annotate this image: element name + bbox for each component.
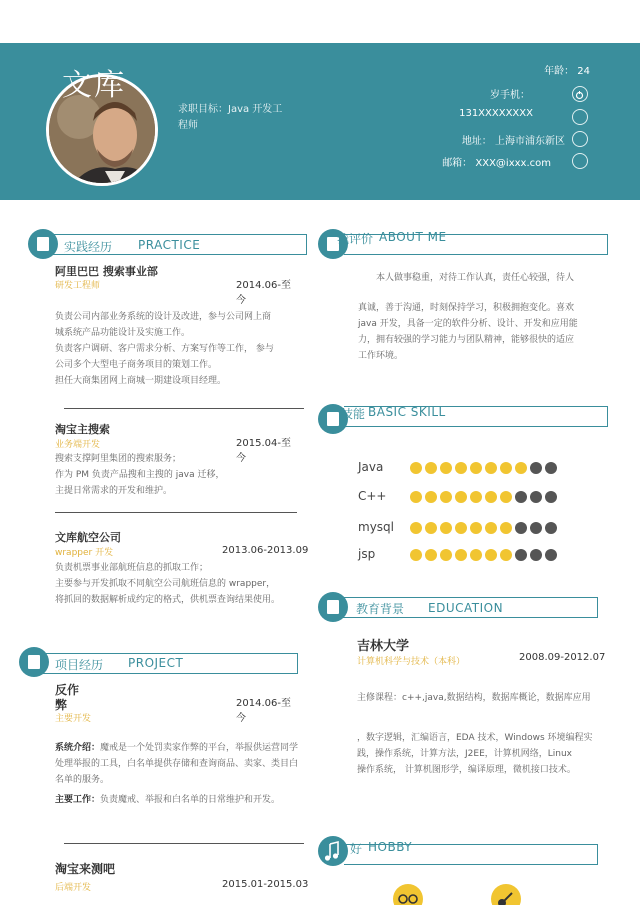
project-2-date: 2015.01-2015.03 [222,879,309,890]
job-objective: 求职目标：Java 开发工程师 [178,104,283,131]
about-line: java 开发，具备一定的软件分析、设计、开发和应用能 [358,319,578,329]
phone-icon [572,86,588,102]
rating-dot-empty [530,522,542,534]
email-field: 邮箱： XXX@ixxx.com [442,158,551,169]
rating-dot-filled [440,549,452,561]
rating-dot-empty [515,549,527,561]
phone-label: 岁手机： [490,90,530,101]
rating-dot-filled [425,491,437,503]
project-1-description [55,740,300,808]
rating-dot-empty [530,462,542,474]
practice-1-company: 阿里巴巴 搜索事业部 [55,265,158,278]
phone-field: 131XXXXXXXX [459,108,533,119]
rating-dot-filled [500,462,512,474]
intro-text: 魔戒是一个处罚卖家作弊的平台，举报供运营同学处理举报的工具，白名单提供存储和查询商品、卖家、类目白名单的服务。 [55,743,299,785]
practice-2-description [55,451,230,499]
project-icon [19,647,49,677]
rating-dot-empty [530,491,542,503]
practice-2-date: 2015.04-至今 [236,438,291,464]
age-field: 年龄： 24 [544,66,590,77]
about-title-en: ABOUT ME [379,230,447,244]
skill-title-en: BASIC SKILL [368,405,446,419]
rating-dot-filled [470,549,482,561]
rating-dot-filled [485,549,497,561]
practice-2-role: 业务端开发 [55,440,101,450]
practice-title-cn: 实践经历 [64,240,113,254]
rating-dot-filled [425,549,437,561]
rating-dot-filled [470,522,482,534]
work-text: 负责魔戒、举报和白名单的日常维护和开发。 [100,795,281,805]
rating-dot-filled [425,462,437,474]
rating-dot-empty [545,462,557,474]
work-label: 主要工作： [55,795,101,805]
desc-line: 负责机票事业部航班信息的抓取工作； [55,563,209,573]
practice-3-role: wrapper 开发 [55,548,114,558]
divider [55,512,297,513]
divider [64,843,304,844]
rating-dot-filled [485,462,497,474]
desc-line: 主提日常需求的开发和维护。 [55,486,173,496]
about-title-cn: 我评价 [337,232,374,246]
rating-dot-empty [545,491,557,503]
education-title-cn: 教育背景 [356,602,405,616]
rating-dot-filled [440,491,452,503]
desc-line: 公司多个大型电子商务项目的策划工作。 [55,360,218,370]
rating-dot-filled [470,462,482,474]
practice-icon [28,229,58,259]
intro-label: 系统介绍： [55,743,101,753]
course-line: 主修课程：c++,java,数据结构，数据库概论，数据库应用 [357,693,591,703]
course-line: 践，操作系统，计算方法，J2EE，计算机网络，Linux [357,749,573,759]
hobby-title-en: HOBBY [368,840,413,854]
education-courses [357,690,612,778]
desc-line: 城系统产品功能设计及实施工作。 [55,328,191,338]
project-1-date: 2014.06-至今 [236,698,291,724]
mail-icon [572,153,588,169]
skill-jsp-label: jsp [358,547,376,561]
rating-dot-filled [485,522,497,534]
rating-dot-filled [425,522,437,534]
project-1-role: 主要开发 [55,714,92,724]
about-line: 真诚，善于沟通，时刻保持学习，积极拥抱变化。喜欢 [358,303,575,313]
skill-jsp-rating [410,549,557,561]
rating-dot-filled [440,462,452,474]
skill-java-rating [410,462,557,474]
skill-title-cn: 技能 [341,407,366,421]
rating-dot-filled [515,462,527,474]
desc-line: 担任大商集团网上商城一期建设项目经理。 [55,376,227,386]
address-field: 地址： 上海市浦东新区 [461,136,565,147]
rating-dot-empty [545,522,557,534]
practice-3-company: 文库航空公司 [55,531,121,544]
desc-line: 主要参与开发抓取不同航空公司航班信息的 wrapper， [55,579,276,589]
rating-dot-filled [410,549,422,561]
hobby-title-cn: 好 [350,842,363,856]
practice-1-date: 2014.06-至今 [236,280,291,306]
education-major: 计算机科学与技术（本科） [357,657,466,667]
practice-2-company: 淘宝主搜索 [55,423,110,436]
about-description [358,270,608,364]
education-date: 2008.09-2012.07 [519,652,606,663]
course-line: ，数字逻辑，汇编语言，EDA 技术，Windows 环境编程实 [357,733,593,743]
desc-line: 负责公司内部业务系统的设计及改进，参与公司网上商 [55,312,272,322]
project-1-name: 反作弊 [55,683,80,712]
practice-3-date: 2013.06-2013.09 [222,545,309,556]
rating-dot-filled [410,462,422,474]
practice-1-description [55,309,300,389]
location-icon [572,131,588,147]
desc-line: 负责客户调研、客户需求分析、方案写作等工作， 参与 [55,344,274,354]
rating-dot-filled [485,491,497,503]
rating-dot-filled [440,522,452,534]
education-icon [318,592,348,622]
rating-dot-empty [530,549,542,561]
hobby-bike-icon [393,884,423,905]
rating-dot-filled [455,522,467,534]
about-line: 力，拥有较强的学习能力与团队精神，能够很快的适应 [358,335,575,345]
mobile-icon [572,109,588,125]
desc-line: 作为 PM 负责产品搜和主搜的 java 迁移， [55,470,225,480]
practice-title-en: PRACTICE [138,238,201,252]
about-line: 本人做事稳重，对待工作认真，责任心较强，待人 [376,273,575,283]
desc-line: 将抓回的数据解析成约定的格式，供机票查询结果使用。 [55,595,281,605]
practice-1-role: 研发工程师 [55,281,101,291]
skill-java-label: Java [358,460,384,474]
rating-dot-empty [545,549,557,561]
rating-dot-filled [500,549,512,561]
education-school: 吉林大学 [357,639,410,654]
hobby-guitar-icon [491,884,521,905]
rating-dot-empty [515,491,527,503]
project-2-name: 淘宝来测吧 [55,862,116,876]
project-title-en: PROJECT [128,656,184,670]
about-line: 工作环境。 [358,351,404,361]
rating-dot-filled [470,491,482,503]
project-2-role: 后端开发 [55,883,92,893]
rating-dot-filled [500,491,512,503]
project-title-cn: 项目经历 [55,658,104,672]
rating-dot-filled [410,491,422,503]
skill-cpp-rating [410,491,557,503]
rating-dot-filled [455,462,467,474]
skill-mysql-label: mysql [358,520,394,534]
skill-mysql-rating [410,522,557,534]
rating-dot-filled [410,522,422,534]
rating-dot-empty [515,522,527,534]
rating-dot-filled [455,491,467,503]
divider [64,408,304,409]
practice-3-description [55,560,305,608]
candidate-name: 文库 [62,68,126,103]
music-note-icon [318,836,348,866]
rating-dot-filled [455,549,467,561]
skill-cpp-label: C++ [358,489,387,503]
desc-line: 搜索支撑阿里集团的搜索服务； [55,454,182,464]
education-title-en: EDUCATION [428,601,504,615]
rating-dot-filled [500,522,512,534]
course-line: 操作系统， 计算机图形学，编译原理，微机接口技术。 [357,765,576,775]
